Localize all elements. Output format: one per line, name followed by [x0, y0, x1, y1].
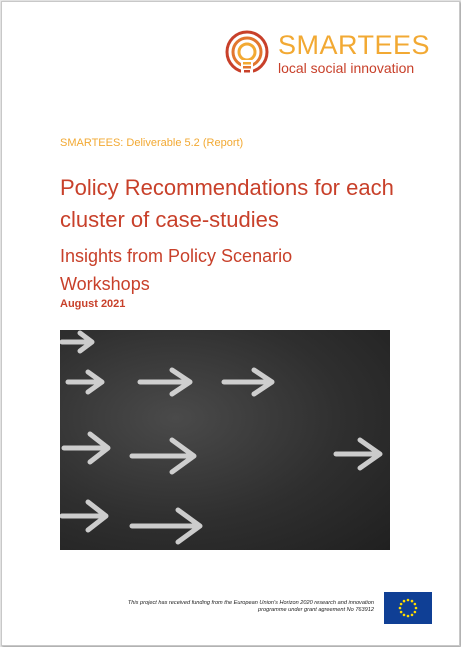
deliverable-label: SMARTEES: Deliverable 5.2 (Report) [60, 137, 244, 149]
arrow-mark [132, 440, 194, 472]
arrow-mark [224, 370, 272, 394]
eu-stars [384, 592, 432, 624]
arrow-mark [140, 370, 190, 394]
arrows-illustration [60, 330, 390, 550]
arrow-mark [68, 372, 102, 392]
lightbulb-target-icon [222, 30, 272, 80]
funding-statement: This project has received funding from the European Union's Horizon 2020 research and innovation programme under grant agreement No 763912 [127, 600, 374, 613]
arrow-mark [132, 510, 200, 542]
report-subtitle: Insights from Policy Scenario Workshops [60, 246, 293, 294]
logo-tagline: local social innovation [278, 60, 415, 76]
eu-flag-icon [384, 592, 432, 624]
smartees-logo [222, 30, 442, 82]
logo-name: SMARTEES [278, 30, 431, 60]
report-title: Policy Recommendations for each cluster of case-studies [60, 175, 394, 232]
report-cover-page [1, 1, 460, 646]
report-date: August 2021 [60, 298, 126, 310]
road-arrows-photo [60, 330, 390, 550]
arrow-mark [64, 434, 108, 462]
arrow-mark [336, 440, 380, 468]
arrow-mark [62, 502, 106, 530]
arrow-mark [62, 333, 92, 351]
